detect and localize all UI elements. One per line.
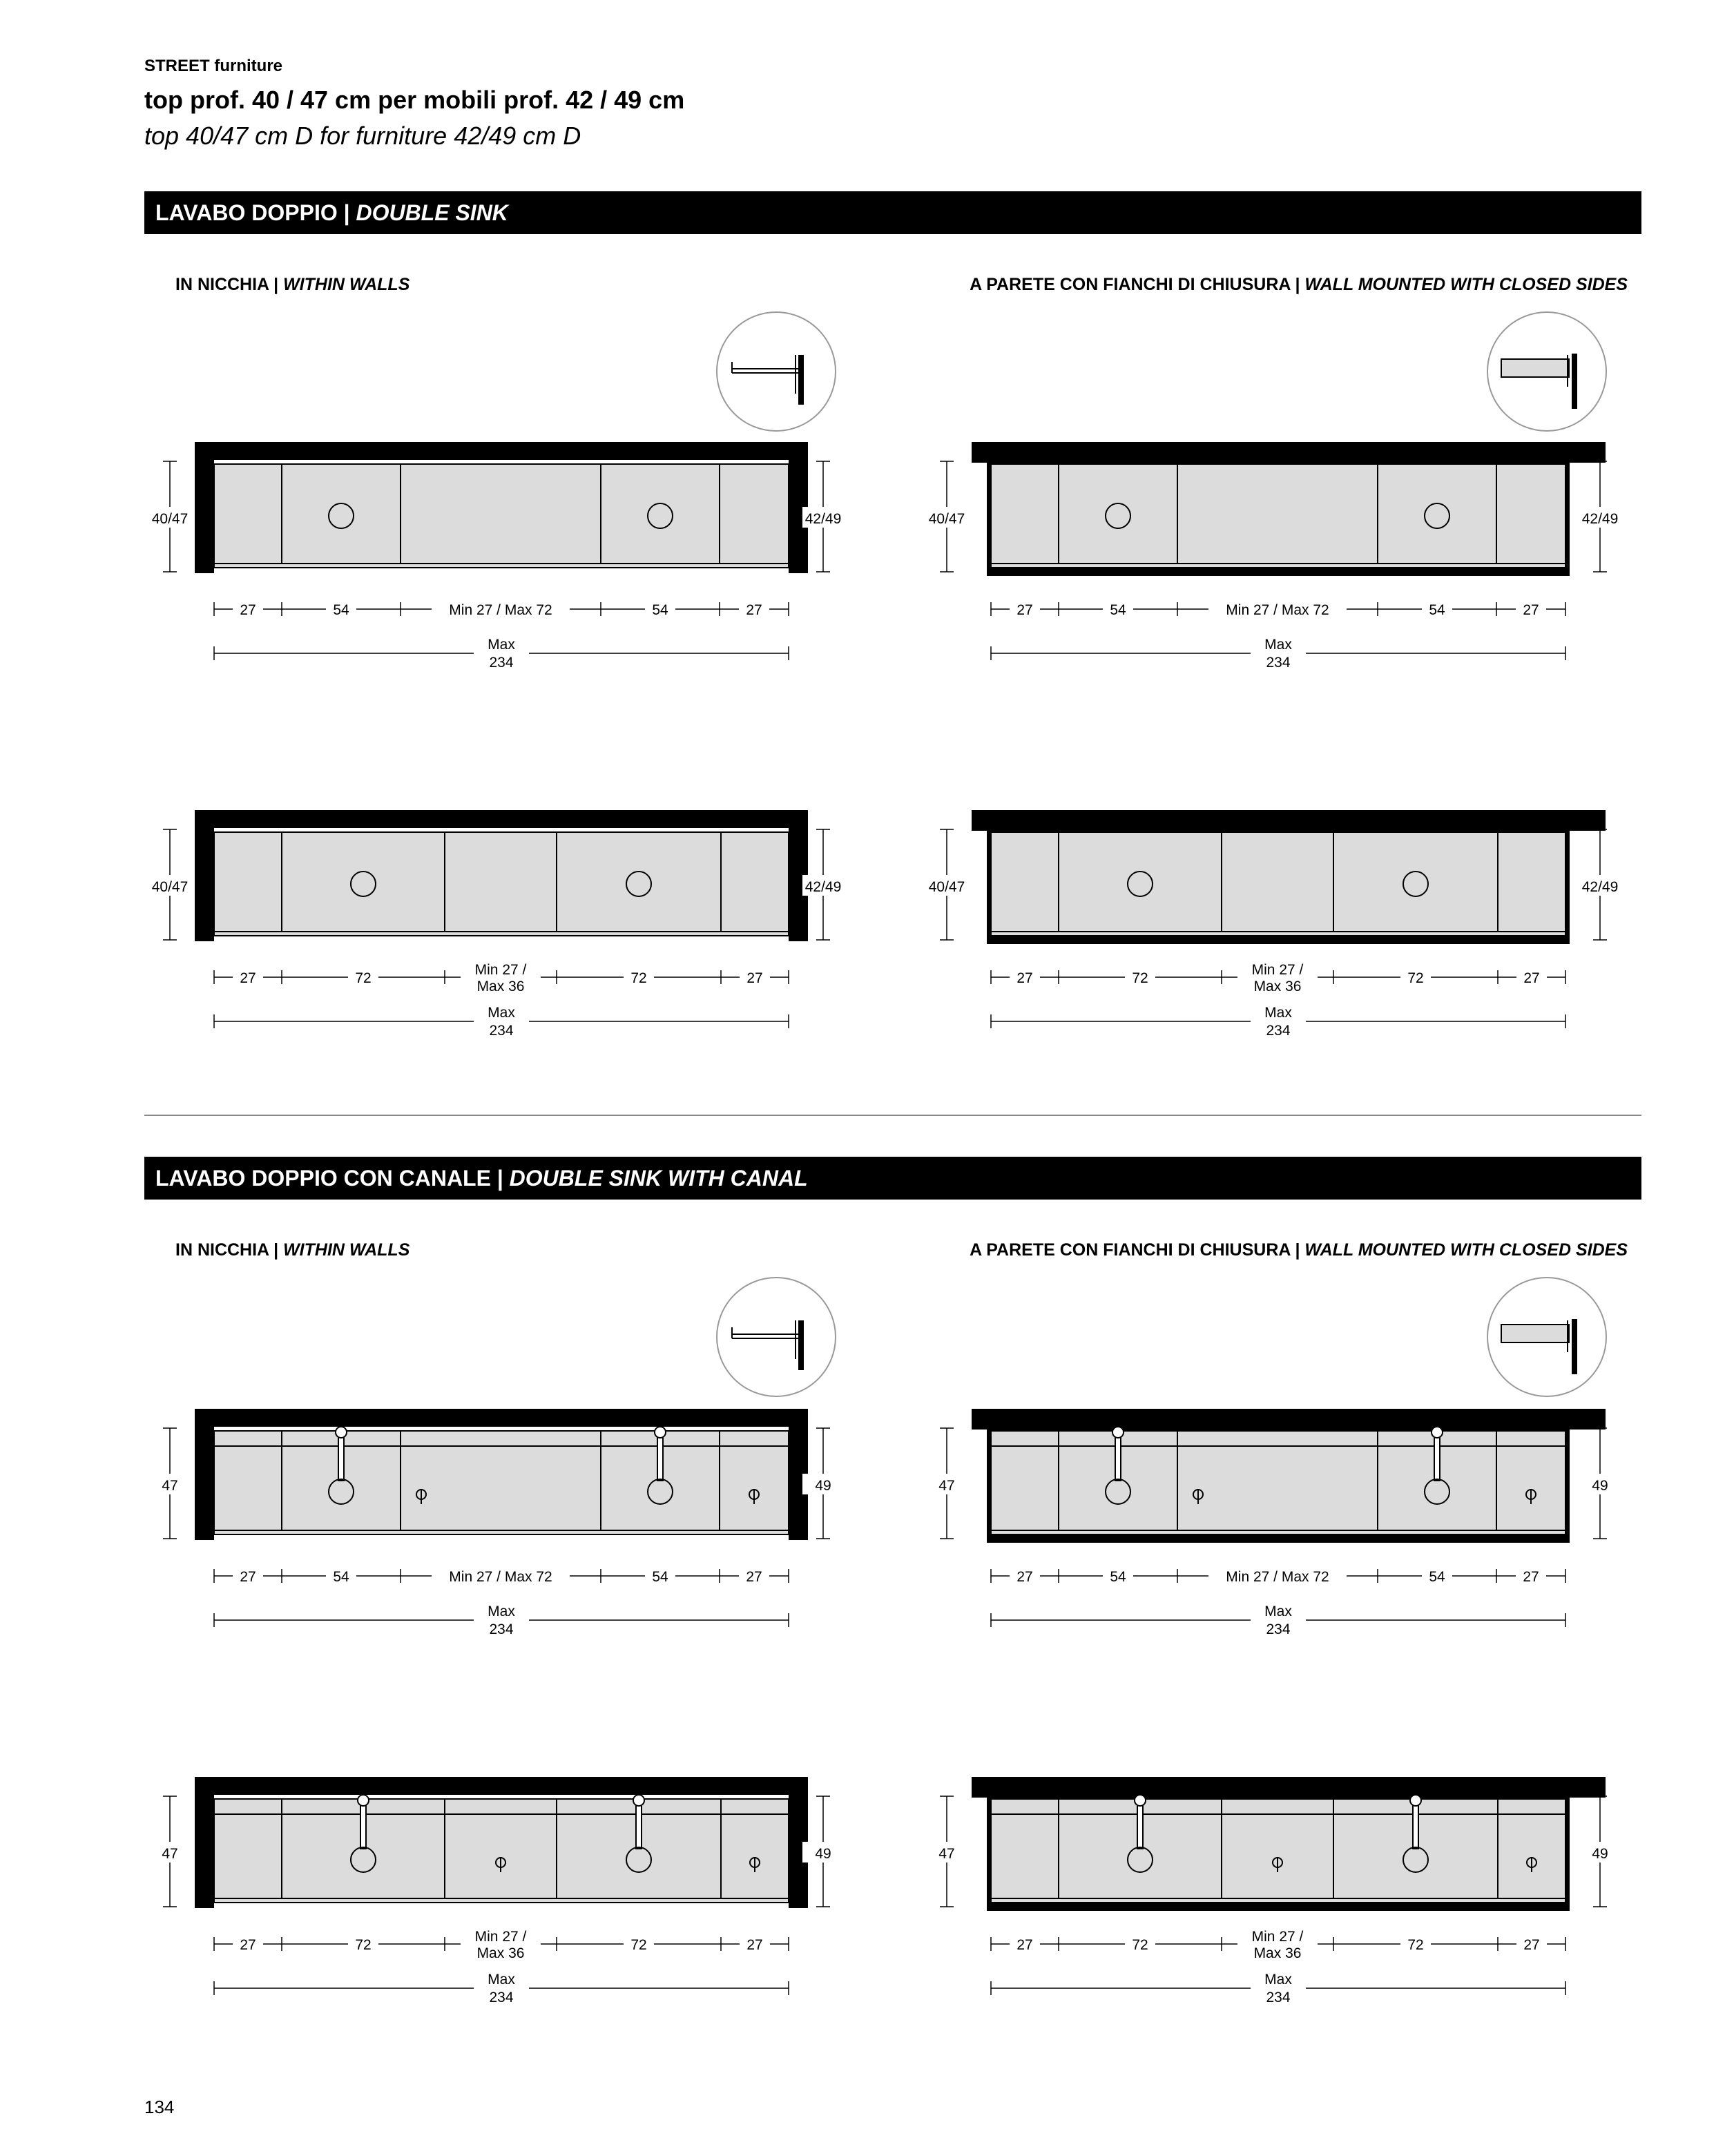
cabinet-body bbox=[214, 464, 789, 568]
dimension-label: 27 bbox=[240, 1937, 256, 1953]
dimension-label: 27 bbox=[1523, 1937, 1540, 1953]
countertop bbox=[195, 1777, 808, 1795]
total-label: 234 bbox=[489, 655, 514, 671]
drawing-s2-niche-54 bbox=[138, 1409, 831, 1644]
drawing-s1-wall-72 bbox=[915, 810, 1619, 1045]
dimension-label: 72 bbox=[355, 970, 372, 986]
drawing-panel bbox=[915, 1409, 1608, 1644]
drawing-panel bbox=[915, 1777, 1608, 2012]
section-circle-niche bbox=[715, 1276, 840, 1401]
total-label: 234 bbox=[1266, 655, 1291, 671]
page-title: top prof. 40 / 47 cm per mobili prof. 42 / 49 cm bbox=[144, 86, 685, 114]
dimension-label: 54 bbox=[333, 602, 349, 618]
total-label: Max bbox=[488, 1604, 515, 1619]
drawing-panel bbox=[138, 1409, 831, 1644]
top-section bbox=[1501, 1325, 1569, 1342]
tap-head bbox=[1112, 1427, 1124, 1438]
dimension-label: Max 36 bbox=[476, 1945, 525, 1961]
dimension-label: Min 27 / Max 72 bbox=[1226, 1569, 1329, 1585]
dimension-label: 72 bbox=[1407, 970, 1424, 986]
total-label: Max bbox=[488, 1972, 515, 1987]
cabinet-body bbox=[991, 464, 1565, 568]
dimension-label: 72 bbox=[355, 1937, 372, 1953]
dimension-label: Min 27 / bbox=[1251, 1929, 1304, 1945]
page-subtitle: top 40/47 cm D for furniture 42/49 cm D bbox=[144, 122, 581, 150]
tap-head bbox=[633, 1795, 644, 1806]
height-label-right: 42/49 bbox=[804, 879, 842, 895]
height-label-left: 47 bbox=[938, 1478, 955, 1494]
total-label: Max bbox=[488, 637, 515, 653]
cabinet-body bbox=[991, 832, 1565, 936]
height-label-left: 47 bbox=[162, 1478, 178, 1494]
dimension-label: 27 bbox=[1016, 602, 1033, 618]
countertop bbox=[972, 810, 1606, 831]
height-label-right: 42/49 bbox=[1581, 511, 1619, 527]
section-detail bbox=[715, 1276, 840, 1401]
drawing-panel bbox=[915, 810, 1619, 1045]
dimension-label: 27 bbox=[746, 1937, 763, 1953]
height-label-left: 40/47 bbox=[928, 511, 965, 527]
label-within-walls: IN NICCHIA | WITHIN WALLS bbox=[175, 1240, 410, 1260]
countertop bbox=[972, 1409, 1606, 1430]
dimension-label: 54 bbox=[652, 602, 668, 618]
drawing-s1-niche-72 bbox=[138, 810, 842, 1045]
dimension-label: Min 27 / Max 72 bbox=[449, 1569, 552, 1585]
dimension-label: Max 36 bbox=[1253, 979, 1302, 994]
drawing-s2-wall-54 bbox=[915, 1409, 1608, 1644]
dimension-label: Max 36 bbox=[1253, 1945, 1302, 1961]
height-label-left: 40/47 bbox=[151, 511, 189, 527]
drawing-panel bbox=[138, 810, 842, 1045]
dimension-label: 54 bbox=[652, 1569, 668, 1585]
label-wall-mounted: A PARETE CON FIANCHI DI CHIUSURA | WALL MOUNTED WITH CLOSED SIDES bbox=[970, 275, 1628, 294]
countertop bbox=[972, 1777, 1606, 1798]
label-wall-mounted: A PARETE CON FIANCHI DI CHIUSURA | WALL MOUNTED WITH CLOSED SIDES bbox=[970, 1240, 1628, 1260]
dimension-label: 27 bbox=[1523, 602, 1539, 618]
section-divider bbox=[144, 1115, 1641, 1116]
section-header-double-sink: LAVABO DOPPIO | DOUBLE SINK bbox=[144, 191, 1641, 234]
dimension-label: 27 bbox=[1523, 1569, 1539, 1585]
section-circle-niche bbox=[715, 311, 840, 435]
drawing-panel bbox=[915, 442, 1619, 677]
dimension-label: Min 27 / bbox=[1251, 962, 1304, 978]
side-wall-left bbox=[195, 810, 214, 941]
total-label: Max bbox=[1264, 1005, 1292, 1021]
drawing-s2-niche-72 bbox=[138, 1777, 831, 2012]
height-label-left: 47 bbox=[938, 1846, 955, 1862]
total-label: 234 bbox=[489, 1023, 514, 1039]
tap-head bbox=[1410, 1795, 1421, 1806]
page-number: 134 bbox=[144, 2097, 175, 2117]
dimension-label: Min 27 / Max 72 bbox=[1226, 602, 1329, 618]
dimension-label: 27 bbox=[240, 1569, 256, 1585]
dimension-label: 27 bbox=[1016, 970, 1033, 986]
wall-section bbox=[798, 355, 804, 405]
height-label-right: 49 bbox=[1592, 1846, 1608, 1862]
section-circle-wall bbox=[1486, 1276, 1610, 1401]
dimension-label: 72 bbox=[1132, 1937, 1148, 1953]
tap-head bbox=[336, 1427, 347, 1438]
side-wall-left bbox=[195, 1409, 214, 1540]
height-label-right: 49 bbox=[815, 1478, 831, 1494]
dimension-label: 27 bbox=[240, 602, 256, 618]
height-label-left: 40/47 bbox=[928, 879, 965, 895]
total-label: 234 bbox=[1266, 1023, 1291, 1039]
dimension-label: 54 bbox=[1110, 1569, 1126, 1585]
side-wall-left bbox=[195, 442, 214, 573]
wall-section bbox=[1572, 1319, 1577, 1374]
dimension-label: 27 bbox=[1523, 970, 1540, 986]
drawing-s1-niche-54 bbox=[138, 442, 842, 677]
total-label: 234 bbox=[1266, 1990, 1291, 2005]
height-label-right: 49 bbox=[815, 1846, 831, 1862]
detail-circle bbox=[717, 312, 836, 431]
detail-circle bbox=[717, 1278, 836, 1396]
dimension-label: 27 bbox=[1016, 1937, 1033, 1953]
dimension-label: Min 27 / Max 72 bbox=[449, 602, 552, 618]
brand-label: STREET furniture bbox=[144, 57, 283, 75]
countertop bbox=[195, 810, 808, 828]
tap-head bbox=[1432, 1427, 1443, 1438]
total-label: Max bbox=[488, 1005, 515, 1021]
tap-head bbox=[655, 1427, 666, 1438]
section-detail bbox=[1486, 311, 1610, 435]
drawing-s1-wall-54 bbox=[915, 442, 1619, 677]
section-detail bbox=[715, 311, 840, 435]
top-section bbox=[1501, 359, 1569, 377]
height-label-left: 47 bbox=[162, 1846, 178, 1862]
height-label-right: 42/49 bbox=[804, 511, 842, 527]
drawing-s2-wall-72 bbox=[915, 1777, 1608, 2012]
countertop bbox=[195, 1409, 808, 1427]
dimension-label: Min 27 / bbox=[474, 1929, 527, 1945]
drawing-panel bbox=[138, 442, 842, 677]
section-detail bbox=[1486, 1276, 1610, 1401]
dimension-label: 72 bbox=[1407, 1937, 1424, 1953]
wall-section bbox=[1572, 354, 1577, 409]
total-label: 234 bbox=[1266, 1621, 1291, 1637]
dimension-label: 54 bbox=[1429, 1569, 1445, 1585]
height-label-right: 42/49 bbox=[1581, 879, 1619, 895]
countertop bbox=[195, 442, 808, 460]
total-label: 234 bbox=[489, 1990, 514, 2005]
total-label: Max bbox=[1264, 1604, 1292, 1619]
dimension-label: 54 bbox=[1429, 602, 1445, 618]
dimension-label: 72 bbox=[1132, 970, 1148, 986]
cabinet-body bbox=[214, 832, 789, 936]
dimension-label: 27 bbox=[746, 1569, 762, 1585]
height-label-right: 49 bbox=[1592, 1478, 1608, 1494]
height-label-left: 40/47 bbox=[151, 879, 189, 895]
countertop bbox=[972, 442, 1606, 463]
dimension-label: 54 bbox=[333, 1569, 349, 1585]
dimension-label: 27 bbox=[746, 602, 762, 618]
dimension-label: 72 bbox=[630, 970, 647, 986]
side-wall-left bbox=[195, 1777, 214, 1908]
total-label: 234 bbox=[489, 1621, 514, 1637]
dimension-label: 54 bbox=[1110, 602, 1126, 618]
label-within-walls: IN NICCHIA | WITHIN WALLS bbox=[175, 275, 410, 294]
dimension-label: 72 bbox=[630, 1937, 647, 1953]
section-circle-wall bbox=[1486, 311, 1610, 435]
tap-head bbox=[1135, 1795, 1146, 1806]
total-label: Max bbox=[1264, 1972, 1292, 1987]
dimension-label: 27 bbox=[240, 970, 256, 986]
dimension-label: Max 36 bbox=[476, 979, 525, 994]
dimension-label: 27 bbox=[1016, 1569, 1033, 1585]
total-label: Max bbox=[1264, 637, 1292, 653]
dimension-label: 27 bbox=[746, 970, 763, 986]
dimension-label: Min 27 / bbox=[474, 962, 527, 978]
section-header-double-sink-canal: LAVABO DOPPIO CON CANALE | DOUBLE SINK WITH CANAL bbox=[144, 1157, 1641, 1200]
tap-head bbox=[358, 1795, 369, 1806]
wall-section bbox=[798, 1320, 804, 1370]
drawing-panel bbox=[138, 1777, 831, 2012]
